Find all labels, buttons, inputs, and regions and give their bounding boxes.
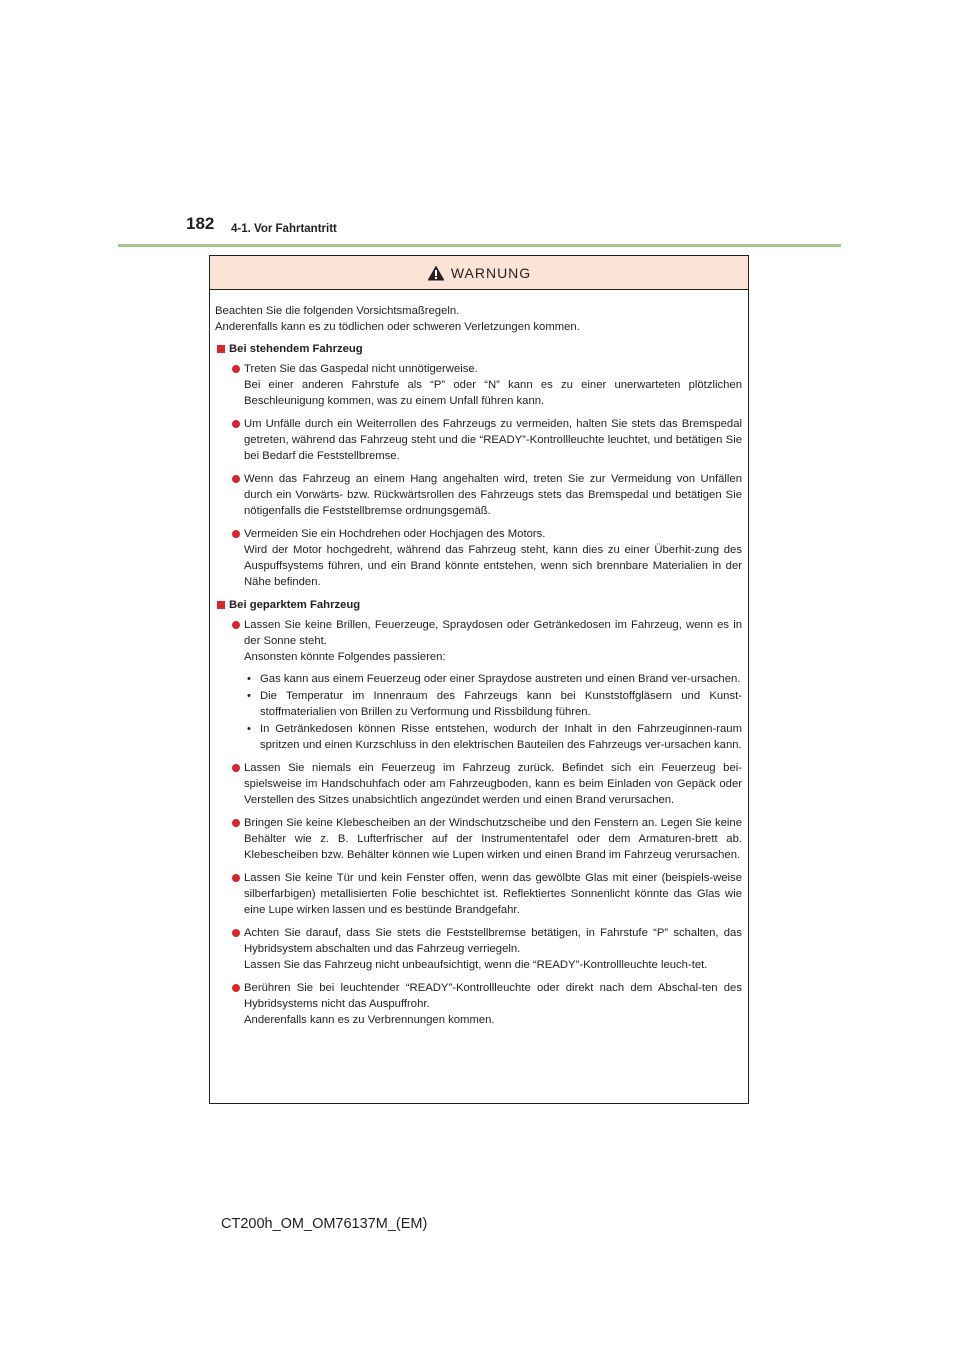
warning-intro [215,303,742,335]
round-bullet-icon [232,874,240,882]
sub-item-text: Gas kann aus einem Feuerzeug oder einer Spraydose austreten und einen Brand ver-ursachen. [260,673,741,685]
item-text: Vermeiden Sie ein Hochdrehen oder Hochjagen des Motors. [244,528,546,540]
item-text: Lassen Sie das Fahrzeug nicht unbeaufsichtigt, wenn die “READY”-Kontrollleuchte leuch-tet. [244,959,708,971]
item-text: Berühren Sie bei leuchtender “READY”-Kontrollleuchte oder direkt nach dem Abschal-ten des Hybridsystems nicht das Auspuffrohr. [244,982,742,1010]
item-text: Wenn das Fahrzeug an einem Hang angehalten wird, treten Sie zur Vermeidung von Unfällen durch ein Vorwärts- bzw. Rückwärtsrollen des Fahrzeugs stets das Bremspedal und betätigen Sie nötigenfalls die Feststellbremse ordnungsgemäß. [244,473,742,517]
round-bullet-icon [232,819,240,827]
list-item [215,526,742,590]
list-item [215,471,742,519]
list-item [215,980,742,1028]
list-item [215,760,742,808]
section-heading-label: Bei stehendem Fahrzeug [229,343,363,355]
round-bullet-icon [232,420,240,428]
round-bullet-icon [232,929,240,937]
warning-title-bar [210,256,748,290]
section-items [215,617,742,1028]
item-text: Wird der Motor hochgedreht, während das Fahrzeug steht, kann dies zu einer Überhit-zung des Auspuffsystems führen, und ein Brand könnte entstehen, wenn sich brennbare Materialien in der Nähe befinden. [244,544,742,588]
sub-list-item [244,721,742,753]
round-bullet-icon [232,475,240,483]
item-text: Bringen Sie keine Klebescheiben an der Windschutzscheibe und den Fenstern an. Legen Sie keine Behälter wie z. B. Lufterfrischer auf der Instrumententafel oder dem Armaturen-brett ab. Klebescheiben bzw. Behälter können wie Lupen wirken und einen Brand im Fahrzeug verursachen. [244,817,742,861]
item-text: Anderenfalls kann es zu Verbrennungen kommen. [244,1014,495,1026]
round-bullet-icon [232,365,240,373]
dot-bullet-icon: • [247,723,251,735]
warning-body [210,290,748,1028]
page-number: 182 [186,214,215,233]
round-bullet-icon [232,621,240,629]
warning-triangle-icon [427,265,445,281]
section-title: 4-1. Vor Fahrtantritt [231,223,337,235]
intro-line: Anderenfalls kann es zu tödlichen oder schweren Verletzungen kommen. [215,321,580,333]
list-item [215,925,742,973]
round-bullet-icon [232,984,240,992]
list-item [215,815,742,863]
list-item [215,870,742,918]
item-text: Ansonsten könnte Folgendes passieren: [244,651,446,663]
sub-list [244,671,742,753]
warning-box [209,255,749,1104]
section-items [215,361,742,590]
item-text: Treten Sie das Gaspedal nicht unnötigerweise. [244,363,478,375]
dot-bullet-icon: • [247,673,251,685]
document-code: CT200h_OM_OM76137M_(EM) [221,1216,428,1232]
header-divider [118,244,841,247]
item-text: Achten Sie darauf, dass Sie stets die Feststellbremse betätigen, in Fahrstufe “P” schalten, das Hybridsystem abschalten und das Fahrzeug verriegeln. [244,927,742,955]
section-heading-label: Bei geparktem Fahrzeug [229,599,361,611]
round-bullet-icon [232,764,240,772]
list-item [215,617,742,753]
square-bullet-icon [217,601,225,609]
sub-list-item [244,671,742,687]
list-item [215,416,742,464]
round-bullet-icon [232,530,240,538]
warning-title: WARNUNG [450,264,532,281]
intro-line: Beachten Sie die folgenden Vorsichtsmaßregeln. [215,305,460,317]
sub-item-text: In Getränkedosen können Risse entstehen, wodurch der Inhalt in den Fahrzeuginnen-raum spritzen und einen Kurzschluss in den elektrischen Bauteilen des Fahrzeugs ver-ursachen kann. [260,723,742,751]
square-bullet-icon [217,345,225,353]
sub-list-item [244,688,742,720]
item-text: Um Unfälle durch ein Weiterrollen des Fahrzeugs zu vermeiden, halten Sie stets das Bremspedal getreten, während das Fahrzeug steht und die “READY”-Kontrollleuchte leuchtet, und betätigen Sie bei Bedarf die Feststellbremse. [244,418,742,462]
list-item [215,361,742,409]
section-heading-parked [215,597,742,613]
dot-bullet-icon: • [247,690,251,702]
item-text: Bei einer anderen Fahrstufe als “P” oder “N” kann es zu einer unerwarteten plötzlichen Beschleunigung kommen, was zu einem Unfall führen kann. [244,379,742,407]
sub-item-text: Die Temperatur im Innenraum des Fahrzeugs kann bei Kunststoffgläsern und Kunst-stoffmaterialien von Brillen zu Verformung und Rissbildung führen. [260,690,742,718]
section-heading-stationary [215,341,742,357]
item-text: Lassen Sie keine Brillen, Feuerzeuge, Spraydosen oder Getränkedosen im Fahrzeug, wenn es in der Sonne steht. [244,619,742,647]
item-text: Lassen Sie keine Tür und kein Fenster offen, wenn das gewölbte Glas mit einer (beispiels-weise silberfarbigen) metallisierten Folie beschichtet ist. Reflektiertes Sonnenlicht könnte das Glas wie eine Lupe wirken lassen und es bestünde Brandgefahr. [244,872,742,916]
item-text: Lassen Sie niemals ein Feuerzeug im Fahrzeug zurück. Befindet sich ein Feuerzeug bei-spielsweise im Handschuhfach oder am Fahrzeugboden, kann es beim Einladen von Gepäck oder Verstellen des Sitzes unabsichtlich angezündet werden und einen Brand verursachen. [244,762,742,806]
